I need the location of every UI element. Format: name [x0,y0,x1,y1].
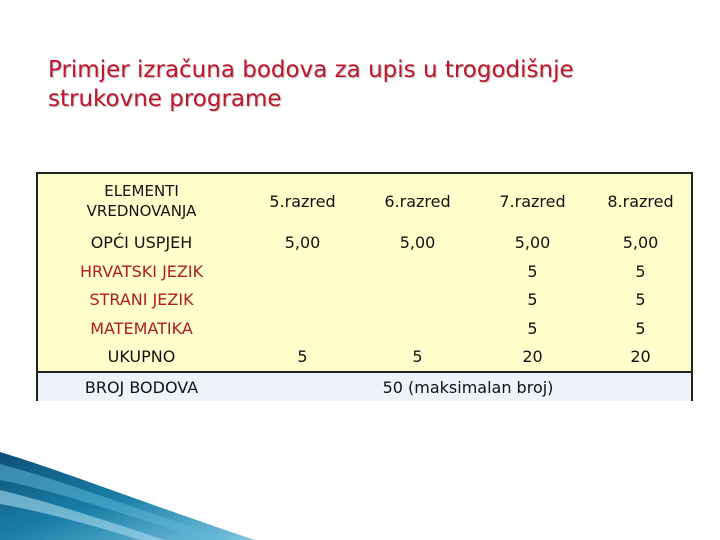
cell-grade-5: 5,00 [284,233,321,252]
cell-grade-8: 5 [635,261,646,281]
cell-grade-6 [360,314,475,342]
row-label: OPĆI USPJEH [90,233,193,252]
cell-grade-6: 5,00 [399,233,436,252]
title-line-2: strukovne programe [48,86,282,112]
cell-grade-7: 5 [527,261,538,281]
slide-title [48,56,688,114]
cell-grade-6 [360,257,475,285]
cell-grade-5 [245,314,360,342]
decorative-swoosh [0,450,260,540]
table-header-row [38,174,691,229]
table-row [38,314,691,342]
table-row [38,257,691,285]
header-elements: ELEMENTI VREDNOVANJA [86,182,197,220]
total-grade-5: 5 [297,347,308,366]
table-row [38,285,691,314]
total-label: UKUPNO [107,347,176,366]
row-label: HRVATSKI JEZIK [79,261,204,281]
row-label: STRANI JEZIK [89,290,194,309]
cell-grade-5 [245,285,360,314]
table-row [38,228,691,257]
cell-grade-5 [245,257,360,285]
cell-grade-7: 5 [527,290,538,309]
total-grade-7: 20 [522,347,543,366]
cell-grade-8: 5 [635,318,646,338]
cell-grade-6 [360,285,475,314]
table-total-row [38,342,691,371]
total-grade-6: 5 [412,347,423,366]
row-label: MATEMATIKA [90,318,193,338]
cell-grade-8: 5 [635,290,646,309]
footer-value: 50 (maksimalan broj) [382,377,554,397]
table-footer-row [38,371,691,401]
cell-grade-7: 5 [527,318,538,338]
header-grade-7: 7.razred [499,191,566,211]
points-table [36,172,693,401]
header-grade-8: 8.razred [607,191,674,211]
header-grade-6: 6.razred [384,191,451,211]
header-grade-5: 5.razred [269,191,336,211]
footer-label: BROJ BODOVA [84,377,199,397]
cell-grade-8: 5,00 [622,233,659,252]
cell-grade-7: 5,00 [514,233,551,252]
title-line-1: Primjer izračuna bodova za upis u trogodišnje [48,57,574,83]
total-grade-8: 20 [630,347,651,366]
